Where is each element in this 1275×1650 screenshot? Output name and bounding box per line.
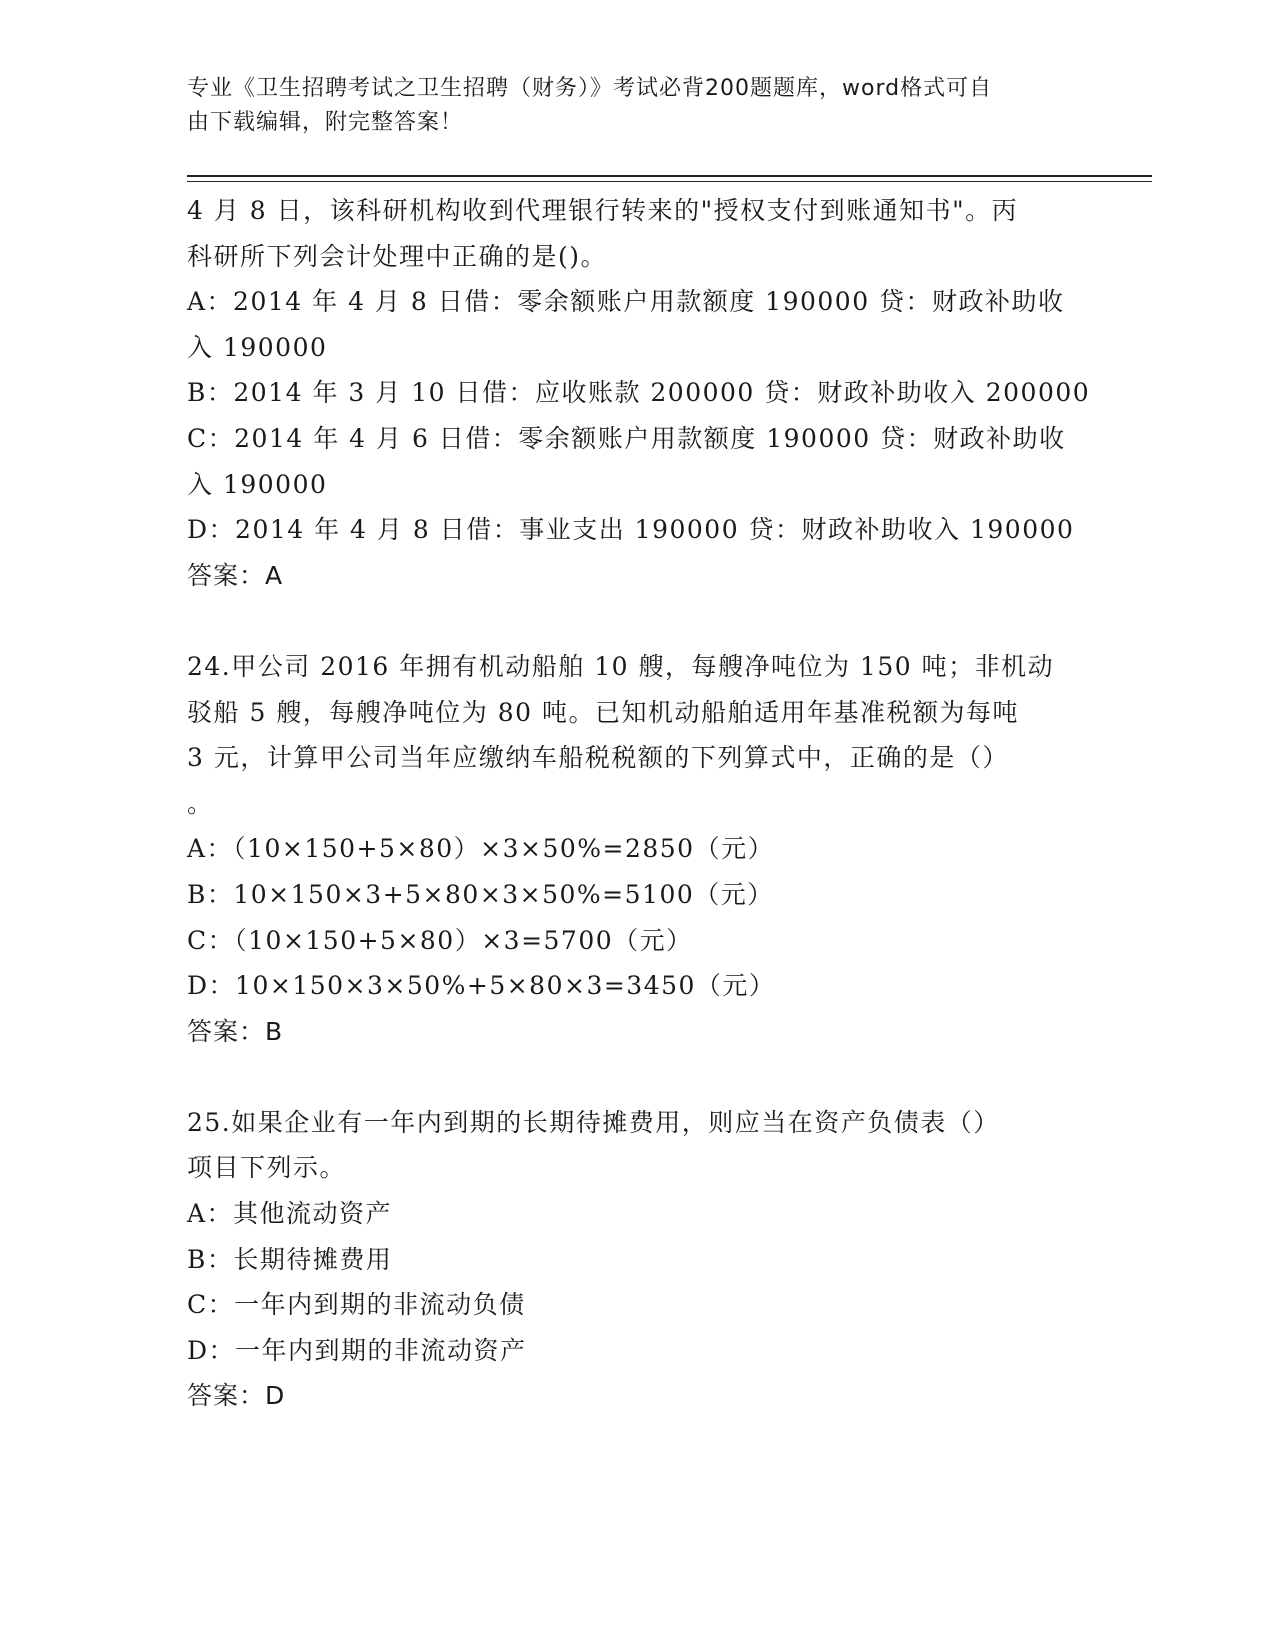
question-23 bbox=[187, 188, 1091, 598]
option-d-line: D：一年内到期的非流动资产 bbox=[187, 1335, 527, 1365]
option-a-line: 入 190000 bbox=[187, 332, 328, 362]
question-stem-line: 。 bbox=[187, 788, 214, 818]
question-24 bbox=[187, 644, 1087, 1054]
answer-line: 答案：D bbox=[187, 1381, 286, 1411]
option-c-line: C：2014 年 4 月 6 日借：零余额账户用款额度 190000 贷：财政补助收 bbox=[187, 423, 1066, 453]
option-b-line: B：10×150×3+5×80×3×50%=5100（元） bbox=[187, 879, 774, 909]
answer-line: 答案：A bbox=[187, 560, 284, 590]
question-stem-line: 25.如果企业有一年内到期的长期待摊费用，则应当在资产负债表（） bbox=[187, 1107, 1000, 1137]
question-stem-line: 24.甲公司 2016 年拥有机动船舶 10 艘，每艘净吨位为 150 吨；非机动 bbox=[187, 651, 1055, 681]
header-rule-thin bbox=[187, 181, 1152, 182]
option-c-line: 入 190000 bbox=[187, 469, 328, 499]
option-a-line: A：（10×150+5×80）×3×50%=2850（元） bbox=[187, 834, 775, 864]
option-c-line: C：一年内到期的非流动负债 bbox=[187, 1290, 526, 1320]
question-stem-line: 科研所下列会计处理中正确的是()。 bbox=[187, 241, 608, 271]
document-body bbox=[187, 188, 1091, 1419]
question-stem-line: 3 元，计算甲公司当年应缴纳车船税税额的下列算式中，正确的是（） bbox=[187, 743, 1009, 773]
option-a-line: A：其他流动资产 bbox=[187, 1199, 393, 1229]
header-line-2: 由下载编辑，附完整答案！ bbox=[187, 110, 464, 135]
option-b-line: B：长期待摊费用 bbox=[187, 1244, 393, 1274]
question-25 bbox=[187, 1100, 1087, 1419]
spacer bbox=[187, 1054, 1087, 1100]
header-line-1: 专业《卫生招聘考试之卫生招聘（财务）》考试必背200题题库，word格式可自 bbox=[187, 76, 993, 101]
answer-line: 答案：B bbox=[187, 1016, 284, 1046]
question-stem-line: 4 月 8 日，该科研机构收到代理银行转来的"授权支付到账通知书"。丙 bbox=[187, 196, 1019, 225]
option-a-line: A：2014 年 4 月 8 日借：零余额账户用款额度 190000 贷：财政补助收 bbox=[187, 287, 1065, 317]
question-stem-line: 驳船 5 艘，每艘净吨位为 80 吨。已知机动船舶适用年基准税额为每吨 bbox=[187, 697, 1020, 727]
header-rule-thick bbox=[187, 175, 1152, 177]
option-c-line: C：（10×150+5×80）×3=5700（元） bbox=[187, 925, 693, 955]
question-stem-line: 项目下列示。 bbox=[187, 1153, 347, 1183]
document-header bbox=[187, 72, 1087, 140]
spacer bbox=[187, 598, 1087, 644]
option-d-line: D：10×150×3×50%+5×80×3=3450（元） bbox=[187, 971, 776, 1001]
option-b-line: B：2014 年 3 月 10 日借：应收账款 200000 贷：财政补助收入 200000 bbox=[187, 378, 1091, 408]
option-d-line: D：2014 年 4 月 8 日借：事业支出 190000 贷：财政补助收入 190000 bbox=[187, 515, 1075, 545]
